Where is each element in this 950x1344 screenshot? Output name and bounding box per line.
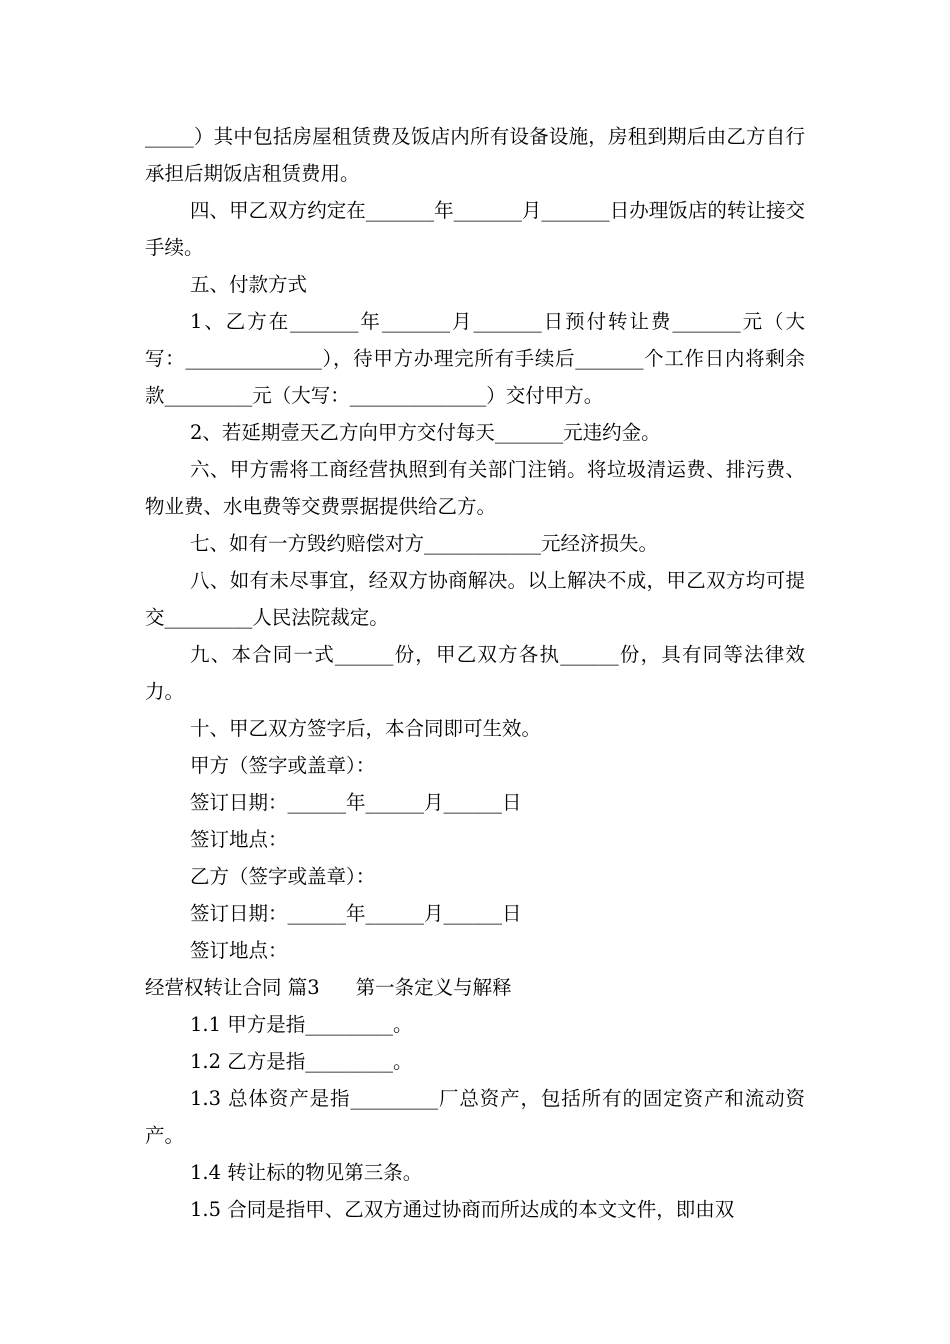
paragraph-clause-8: 八、如有未尽事宜，经双方协商解决。以上解决不成，甲乙双方均可提交_________人民法院裁定。 [145,569,805,629]
paragraph-handover-date: 四、甲乙双方约定在_______年_______月_______日办理饭店的转让接交手续。 [145,199,805,259]
definition-1-1: 1.1 甲方是指_________。 [190,1013,413,1036]
document-body [145,118,805,1228]
paragraph-clause-9: 九、本合同一式______份，甲乙双方各执______份，具有同等法律效力。 [145,643,805,703]
definition-1-5: 1.5 合同是指甲、乙双方通过协商而所达成的本文文件，即由双 [190,1198,735,1221]
paragraph-payment-1: 1、乙方在_______年_______月_______日预付转让费_______元（大写：______________），待甲方办理完所有手续后_______个工作日内将剩余款_________元（大写：______________）交付甲方。 [145,310,805,407]
section-heading [145,969,805,1006]
paragraph-clause-7: 七、如有一方毁约赔偿对方____________元经济损失。 [190,532,659,555]
party-b-sign-date: 签订日期：______年______月______日 [190,902,522,925]
definition-1-2: 1.2 乙方是指_________。 [190,1050,413,1073]
party-a-sign-date: 签订日期：______年______月______日 [190,791,522,814]
section-subtitle: 第一条定义与解释 [355,976,512,999]
paragraph-payment-2: 2、若延期壹天乙方向甲方交付每天_______元违约金。 [190,421,661,444]
definition-1-3: 1.3 总体资产是指_________厂总资产，包括所有的固定资产和流动资产。 [145,1087,805,1147]
party-b-sign-place: 签订地点： [190,939,288,962]
paragraph-clause-10: 十、甲乙双方签字后，本合同即可生效。 [190,717,542,740]
paragraph-clause-6: 六、甲方需将工商经营执照到有关部门注销。将垃圾清运费、排污费、物业费、水电费等交费票据提供给乙方。 [145,458,805,518]
paragraph-rent-clause: _____）其中包括房屋租赁费及饭店内所有设备设施，房租到期后由乙方自行承担后期饭店租赁费用。 [145,125,805,185]
paragraph-payment-heading: 五、付款方式 [190,273,308,296]
section-title: 经营权转让合同 篇3 [145,976,320,999]
party-a-signature: 甲方（签字或盖章）： [190,754,376,777]
party-b-signature: 乙方（签字或盖章）： [190,865,376,888]
party-a-sign-place: 签订地点： [190,828,288,851]
definition-1-4: 1.4 转让标的物见第三条。 [190,1161,423,1184]
